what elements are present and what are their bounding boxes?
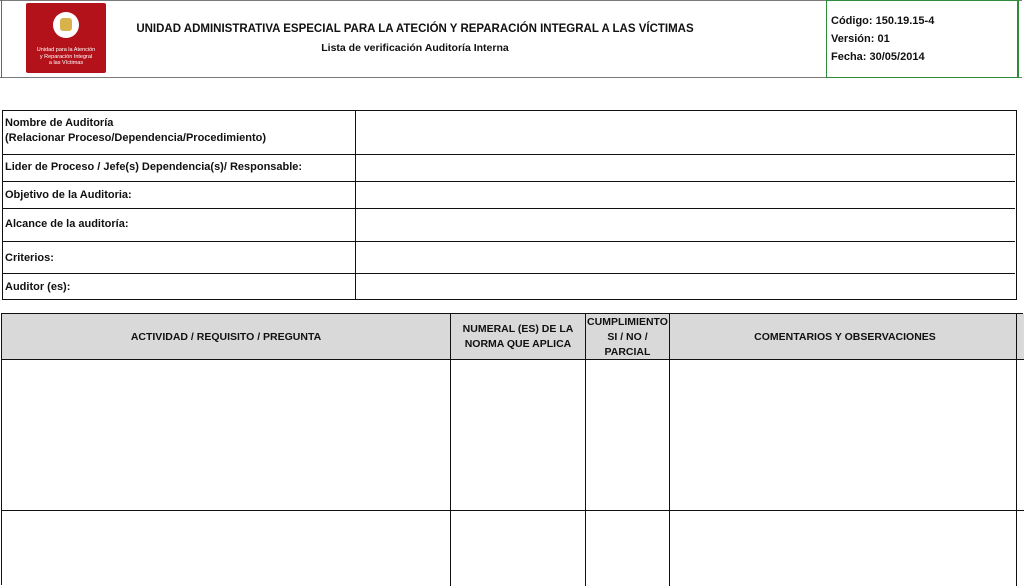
checklist-divider-1 <box>450 314 451 586</box>
info-label-scope: Alcance de la auditoría: <box>5 218 129 230</box>
document-control-box <box>826 0 1019 78</box>
unidad-victimas-logo <box>26 3 106 73</box>
document-date: Fecha: 30/05/2014 <box>831 51 925 63</box>
column-comments: COMENTARIOS Y OBSERVACIONES <box>754 330 936 343</box>
checklist-divider-2 <box>585 314 586 586</box>
logo-text: Unidad para la Atención y Reparación Integral a las Víctimas <box>36 47 96 66</box>
header-left-border <box>1 0 2 78</box>
info-row-criteria <box>3 242 1015 274</box>
info-row-scope <box>3 209 1015 242</box>
coat-of-arms-icon <box>53 12 79 38</box>
document-version: Versión: 01 <box>831 33 890 45</box>
info-row-process-leader <box>3 155 1015 182</box>
audit-checklist-table <box>1 313 1023 585</box>
info-label-objective: Objetivo de la Auditoria: <box>5 189 132 201</box>
info-label-auditors: Auditor (es): <box>5 281 71 293</box>
info-row-objective <box>3 182 1015 209</box>
column-activity: ACTIVIDAD / REQUISITO / PREGUNTA <box>130 330 322 343</box>
info-label-audit-name: Nombre de Auditoría (Relacionar Proceso/Dependencia/Procedimiento) <box>5 117 267 144</box>
checklist-header-row <box>2 314 1024 360</box>
document-title: UNIDAD ADMINISTRATIVA ESPECIAL PARA LA ATECIÓN Y REPARACIÓN INTEGRAL A LAS VÍCTIMAS <box>136 23 694 35</box>
info-row-audit-name <box>3 111 1015 155</box>
info-label-criteria: Criterios: <box>5 252 54 264</box>
audit-info-table <box>2 110 1017 300</box>
info-label-process-leader: Lider de Proceso / Jefe(s) Dependencia(s)/ Responsable: <box>5 161 303 173</box>
column-numeral: NUMERAL (ES) DE LA NORMA QUE APLICA <box>462 323 574 350</box>
column-compliance: CUMPLIMIENTO SI / NO / PARCIAL <box>587 315 668 358</box>
checklist-row-divider <box>2 510 1024 511</box>
checklist-divider-3 <box>669 314 670 586</box>
checklist-right-border <box>1016 314 1017 586</box>
document-subtitle: Lista de verificación Auditoría Interna <box>321 42 509 54</box>
document-code: Código: 150.19.15-4 <box>831 15 935 27</box>
info-row-auditors <box>3 274 1015 299</box>
